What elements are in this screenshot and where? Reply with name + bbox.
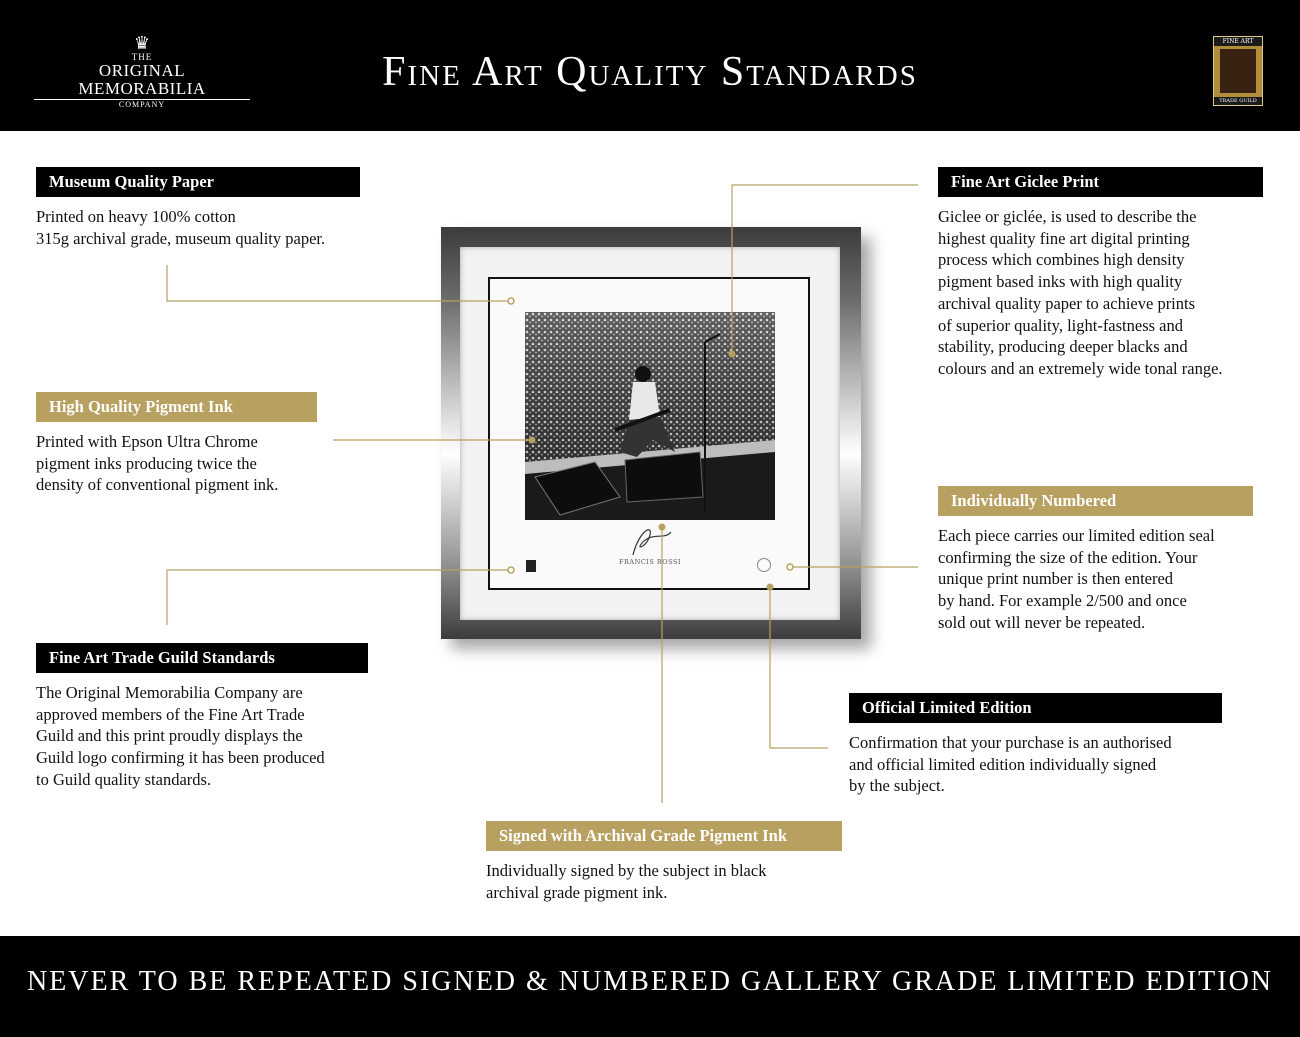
ink-description: Printed with Epson Ultra Chrome pigment inks producing twice the density of conventional pigment ink. bbox=[36, 432, 279, 495]
logo-name: ORIGINAL MEMORABILIA bbox=[34, 62, 250, 100]
numbered-label: Individually Numbered bbox=[938, 486, 1253, 516]
badge-bottom-text: TRADE GUILD bbox=[1214, 97, 1262, 105]
logo-company: COMPANY bbox=[118, 100, 166, 109]
badge-top-text: FINE ART bbox=[1214, 37, 1262, 46]
giclee-description: Giclee or giclée, is used to describe the highest quality fine art digital printing process which combines high density pigment based inks with high quality archival quality paper to achieve prints of superior quality, light-fastness and stability, producing deeper blacks and colours and an extremely wide tonal range. bbox=[938, 207, 1223, 378]
crown-icon: ♛ bbox=[133, 33, 151, 53]
official-description: Confirmation that your purchase is an authorised and official limited edition individually signed by the subject. bbox=[849, 733, 1172, 796]
guild-label: Fine Art Trade Guild Standards bbox=[36, 643, 368, 673]
footer-tagline: NEVER TO BE REPEATED SIGNED & NUMBERED GALLERY GRADE LIMITED EDITION bbox=[26, 966, 1274, 997]
signature-name: FRANCIS ROSSI bbox=[619, 558, 681, 566]
signature-icon bbox=[625, 520, 675, 560]
paper-description: Printed on heavy 100% cotton 315g archival grade, museum quality paper. bbox=[36, 207, 326, 248]
giclee-label: Fine Art Giclee Print bbox=[938, 167, 1263, 197]
guild-portrait-icon bbox=[1220, 49, 1256, 93]
concert-photo bbox=[525, 312, 775, 520]
page-title: Fine Art Quality Standards bbox=[382, 49, 918, 95]
signed-description: Individually signed by the subject in black archival grade pigment ink. bbox=[486, 861, 767, 902]
numbered-description: Each piece carries our limited edition seal confirming the size of the edition. Your unique print number is then entered by hand. For example 2/500 and once sold out will never be repeated. bbox=[938, 526, 1215, 632]
trade-guild-badge bbox=[1213, 36, 1263, 106]
logo-the: THE bbox=[131, 52, 153, 62]
official-label: Official Limited Edition bbox=[849, 693, 1222, 723]
company-logo bbox=[34, 33, 250, 109]
ink-label: High Quality Pigment Ink bbox=[36, 392, 317, 422]
guild-mark-icon bbox=[526, 560, 536, 572]
guild-description: The Original Memorabilia Company are approved members of the Fine Art Trade Guild and this print proudly displays the Guild logo confirming it has been produced to Guild quality standards. bbox=[36, 683, 325, 789]
edition-seal-icon bbox=[757, 558, 771, 572]
signed-label: Signed with Archival Grade Pigment Ink bbox=[486, 821, 842, 851]
paper-label: Museum Quality Paper bbox=[36, 167, 360, 197]
